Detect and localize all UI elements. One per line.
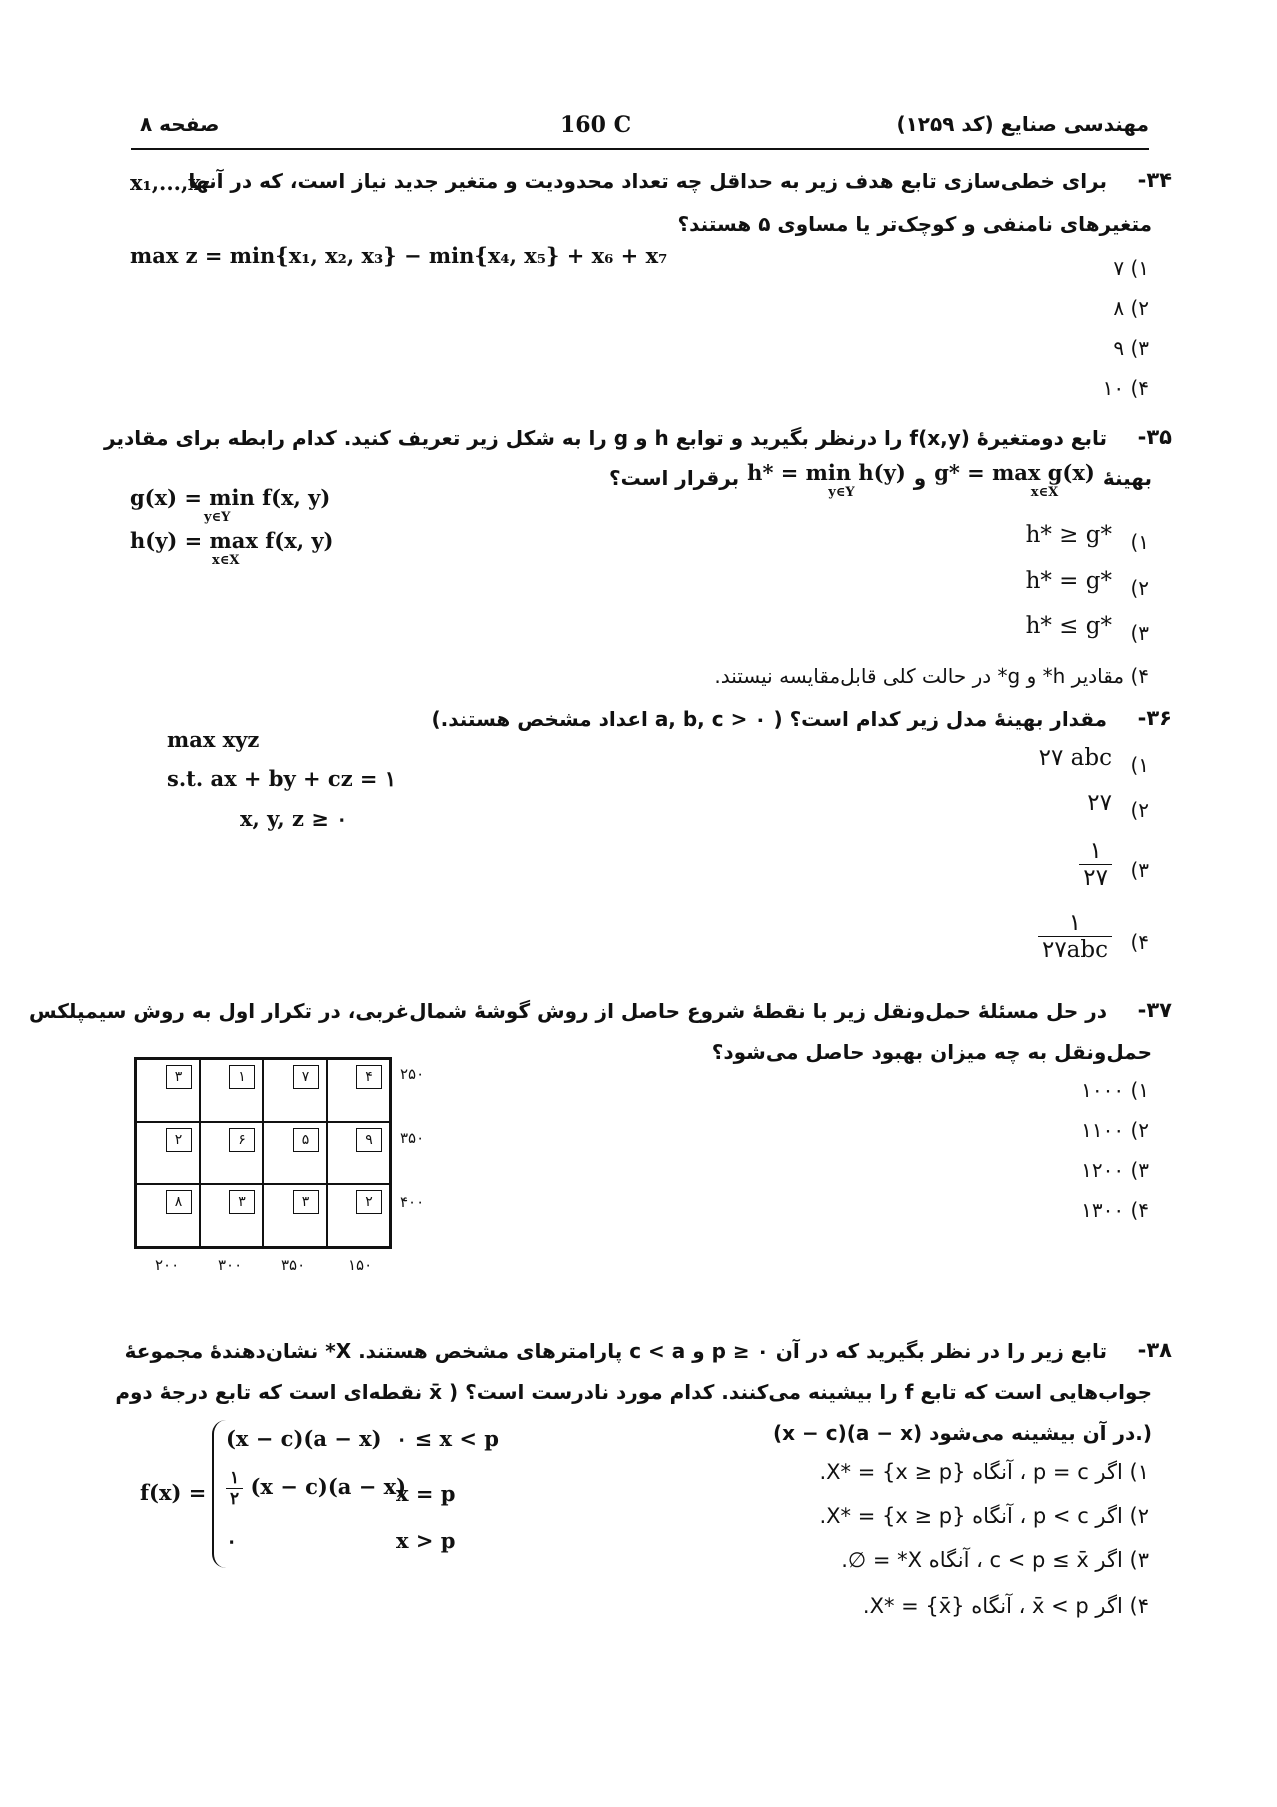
question-36-option-2-num: (۲ (1130, 798, 1149, 822)
cost-box: ۲ (166, 1128, 192, 1152)
question-35-and: و (913, 466, 927, 490)
question-36-option-1-num: (۱ (1130, 753, 1149, 777)
transportation-table (134, 1057, 392, 1249)
demand-4: ۱۵۰ (348, 1256, 373, 1274)
table-cell (200, 1122, 264, 1185)
question-35-number: -۳۵ (1137, 425, 1172, 449)
question-35-text-line1: تابع دومتغیرهٔ f(x,y) را درنظر بگیرید و توابع h و g را به شکل زیر تعریف کنید. کدام رابطه برای مقادیر (104, 426, 1107, 450)
question-36-option-3-num: (۳ (1130, 858, 1149, 882)
question-36-option-4-num: (۴ (1130, 930, 1149, 954)
cost-box: ۴ (356, 1065, 382, 1089)
question-38-piece3: ۰ (226, 1528, 238, 1553)
question-36-option-4-numerator: ۱ (1038, 910, 1112, 937)
demand-2: ۳۰۰ (218, 1256, 243, 1274)
cost-box: ۹ (356, 1128, 382, 1152)
question-38-text-line3: (x − c)(a − x) در آن بیشینه می‌شود.) (773, 1421, 1152, 1445)
question-34-text-line2: متغیرهای نامنفی و کوچک‌تر یا مساوی ۵ هستند؟ (677, 212, 1152, 236)
question-38-piece1: (x − c)(a − x) (226, 1426, 382, 1451)
supply-1: ۲۵۰ (400, 1065, 425, 1083)
cost-box: ۵ (293, 1128, 319, 1152)
question-35-g-definition: g(x) = min f(x, y) (130, 485, 331, 510)
question-34-option-1[interactable]: ۷ (۱ (1113, 256, 1149, 280)
question-36-option-3-denominator: ۲۷ (1083, 865, 1108, 891)
question-36-text: مقدار بهینهٔ مدل زیر کدام است؟ ( a, b, c > ۰ اعداد مشخص هستند.) (431, 707, 1107, 731)
question-35-h-star-sub: y∈Y (828, 485, 855, 500)
cost-box: ۳ (166, 1065, 192, 1089)
question-38-option-4[interactable]: ۴) اگر x̄ < p ، آنگاه X* = {x̄}. (862, 1594, 1149, 1618)
question-34-option-3[interactable]: ۹ (۳ (1113, 336, 1149, 360)
question-35-text-suffix: برقرار است؟ (609, 466, 740, 490)
question-35-option-1-expr[interactable]: h* ≥ g* (1025, 522, 1112, 548)
question-34-text-line1: برای خطی‌سازی تابع هدف زیر به حداقل چه تعداد محدودیت و متغیر جدید نیاز است، که در آنها (188, 169, 1107, 193)
question-38-option-2[interactable]: ۲) اگر p < c ، آنگاه X* = {x ≥ p}. (819, 1504, 1149, 1528)
question-35-option-3-num: (۳ (1130, 621, 1149, 645)
table-cell (263, 1184, 327, 1247)
question-37-option-2[interactable]: ۱۱۰۰ (۲ (1081, 1118, 1149, 1142)
question-36-model-nonneg: x, y, z ≥ ۰ (240, 806, 348, 831)
question-35-g-star-def: g* = max g(x) (934, 460, 1095, 485)
question-38-f-label: f(x) = (140, 1480, 207, 1505)
question-37-option-3[interactable]: ۱۲۰۰ (۳ (1081, 1158, 1149, 1182)
question-35-option-2-expr[interactable]: h* = g* (1025, 568, 1112, 594)
question-36-option-4-denominator: ۲۷abc (1041, 937, 1108, 963)
question-34-option-2[interactable]: ۸ (۲ (1113, 296, 1149, 320)
question-37-number: -۳۷ (1137, 998, 1172, 1022)
table-cell (200, 1184, 264, 1247)
question-35-option-3-expr[interactable]: h* ≤ g* (1025, 613, 1112, 639)
cost-box: ۲ (356, 1190, 382, 1214)
question-35-h-definition: h(y) = max f(x, y) (130, 528, 334, 553)
demand-3: ۳۵۰ (281, 1256, 306, 1274)
question-36-number: -۳۶ (1137, 706, 1172, 730)
question-35-h-star-def: h* = min h(y) (747, 460, 906, 485)
cost-box: ۷ (293, 1065, 319, 1089)
question-37-option-1[interactable]: ۱۰۰۰ (۱ (1081, 1078, 1149, 1102)
question-38-piece2: (x − c)(a − x) (250, 1474, 407, 1499)
question-38-number: -۳۸ (1137, 1338, 1172, 1362)
question-35-g-star-sub: x∈X (1030, 485, 1059, 500)
cost-box: ۸ (166, 1190, 192, 1214)
question-37-text-line2: حمل‌ونقل به چه میزان بهبود حاصل می‌شود؟ (711, 1040, 1152, 1064)
question-34-vars: x₁,...,x₇ (130, 170, 210, 195)
question-36-option-1-expr[interactable]: ۲۷ abc (1038, 745, 1112, 771)
table-cell (327, 1122, 391, 1185)
table-cell (263, 1122, 327, 1185)
table-cell (136, 1122, 200, 1185)
question-35-option-2-num: (۲ (1130, 576, 1149, 600)
question-35-option-1-num: (۱ (1130, 530, 1149, 554)
table-cell (136, 1184, 200, 1247)
table-cell (136, 1059, 200, 1122)
question-36-option-2-expr[interactable]: ۲۷ (1087, 790, 1112, 816)
table-cell (200, 1059, 264, 1122)
question-38-text-line2: جواب‌هایی است که تابع f را بیشینه می‌کنند. کدام مورد نادرست است؟ ( x̄ نقطه‌ای است که تابع درجهٔ دوم (115, 1380, 1152, 1404)
question-38-option-1[interactable]: ۱) اگر p = c ، آنگاه X* = {x ≥ p}. (819, 1460, 1149, 1484)
question-34-option-4[interactable]: ۱۰ (۴ (1102, 376, 1149, 400)
question-35-h-sub: x∈X (212, 553, 240, 568)
question-38-option-3[interactable]: ۳) اگر c < p ≤ x̄ ، آنگاه X* = ∅. (841, 1548, 1149, 1572)
page-label: صفحه ۸ (140, 112, 220, 136)
question-36-model-objective: max xyz (167, 727, 260, 752)
exam-code: 160 C (560, 112, 632, 138)
header-rule (131, 148, 1149, 150)
cost-box: ۶ (229, 1128, 255, 1152)
question-38-text-line1: تابع زیر را در نظر بگیرید که در آن p ≥ ۰ و c < a پارامترهای مشخص هستند. X* نشان‌دهندهٔ مجموعهٔ (124, 1339, 1107, 1363)
question-36-option-4-frac[interactable] (1038, 910, 1112, 963)
question-34-number: -۳۴ (1137, 168, 1172, 192)
question-38-piece2-den: ۲ (230, 1489, 240, 1509)
question-35-text-prefix: بهینهٔ (1102, 466, 1152, 490)
supply-2: ۳۵۰ (400, 1129, 425, 1147)
question-35-g-sub: y∈Y (204, 510, 231, 525)
question-38-piece2-cond: x = p (396, 1481, 456, 1506)
question-36-model-constraint: s.t. ax + by + cz = ۱ (167, 766, 397, 791)
cost-box: ۳ (229, 1190, 255, 1214)
demand-1: ۲۰۰ (155, 1256, 180, 1274)
table-cell (327, 1059, 391, 1122)
question-34-formula: max z = min{x₁, x₂, x₃} − min{x₄, x₅} + x₆ + x₇ (130, 243, 668, 268)
cost-box: ۳ (293, 1190, 319, 1214)
subject-title: مهندسی صنایع (کد ۱۲۵۹) (896, 112, 1149, 136)
question-37-option-4[interactable]: ۱۳۰۰ (۴ (1081, 1198, 1149, 1222)
question-38-piece2-num: ۱ (226, 1468, 243, 1489)
cost-box: ۱ (229, 1065, 255, 1089)
table-cell (327, 1184, 391, 1247)
table-cell (263, 1059, 327, 1122)
question-37-text-line1: در حل مسئلهٔ حمل‌ونقل زیر با نقطهٔ شروع حاصل از روش گوشهٔ شمال‌غربی، در تکرار اول به روش سیمپلکس (28, 999, 1107, 1023)
question-36-option-3-frac[interactable] (1079, 838, 1112, 891)
question-36-option-3-numerator: ۱ (1079, 838, 1112, 865)
question-38-piece1-cond: ۰ ≤ x < p (396, 1426, 499, 1451)
question-38-piece3-cond: x > p (396, 1528, 456, 1553)
question-35-option-4[interactable]: ۴) مقادیر h* و g* در حالت کلی قابل‌مقایسه نیستند. (714, 664, 1149, 688)
supply-3: ۴۰۰ (400, 1193, 425, 1211)
